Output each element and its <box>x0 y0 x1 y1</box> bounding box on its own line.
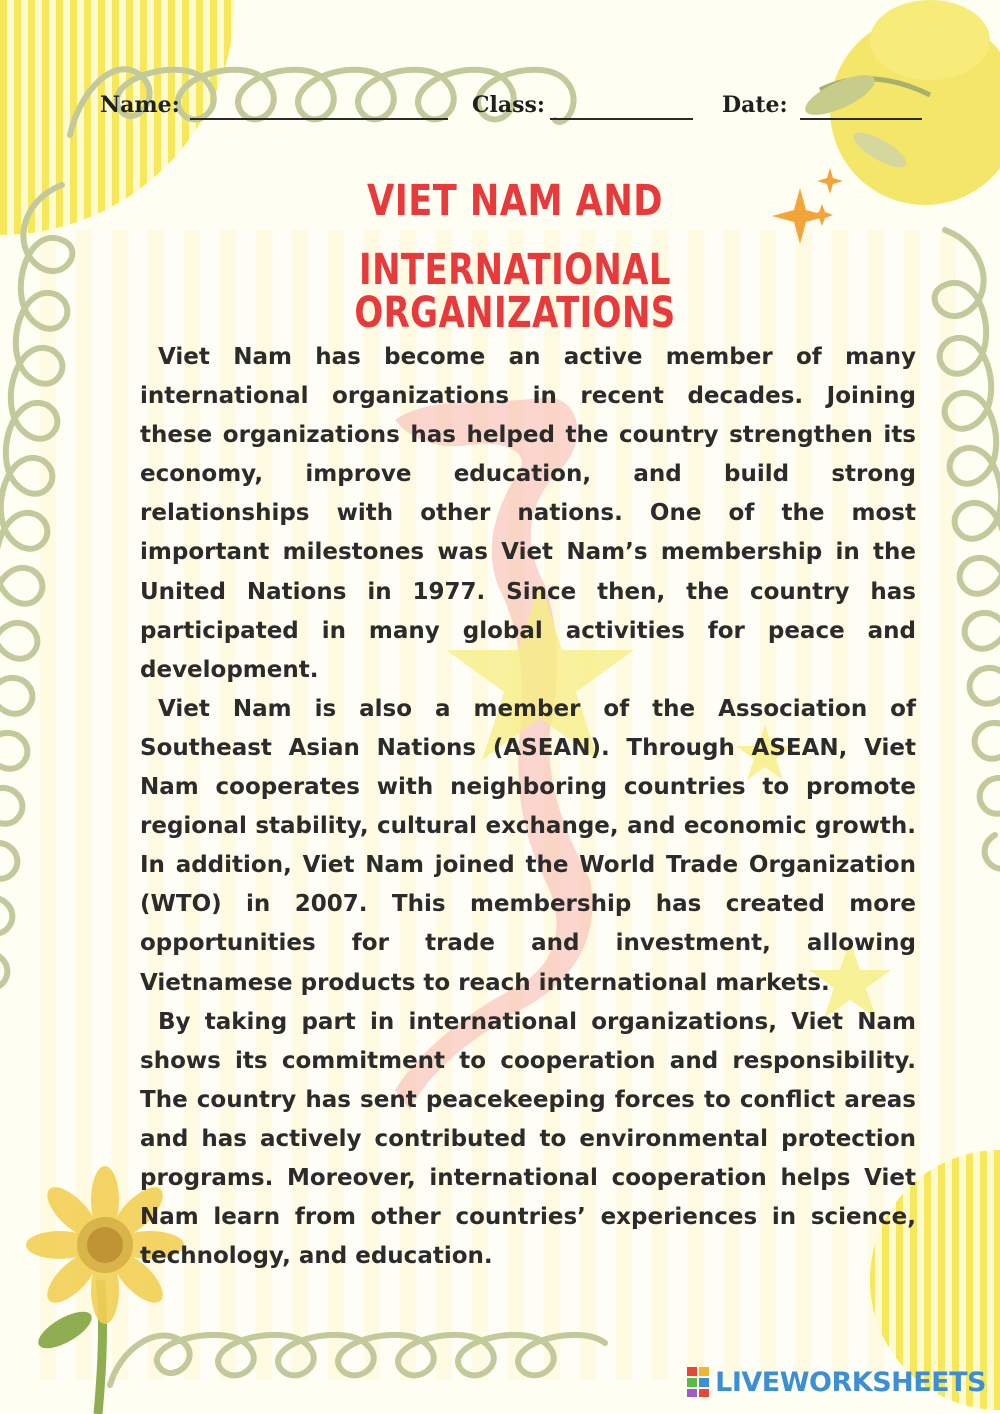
vine-border-left <box>0 185 72 989</box>
date-label: Date: <box>722 92 788 118</box>
liveworksheets-logo-icon <box>687 1367 709 1397</box>
name-label: Name: <box>100 92 180 118</box>
class-label: Class: <box>472 92 546 118</box>
reading-passage <box>140 338 916 1276</box>
brand-text: LIVEWORKSHEETS <box>715 1366 986 1398</box>
class-field-line[interactable] <box>550 118 693 120</box>
liveworksheets-brand[interactable] <box>687 1364 986 1400</box>
page-title-line-2: INTERNATIONAL ORGANIZATIONS <box>354 245 676 338</box>
date-field-line[interactable] <box>800 118 922 120</box>
page-title-line-1: VIET NAM AND <box>367 176 663 226</box>
name-field-line[interactable] <box>190 118 448 120</box>
vine-border-bottom <box>110 1335 605 1385</box>
paragraph: By taking part in international organizations, Viet Nam shows its commitment to cooperation and responsibility. The country has sent peacekeeping forces to conflict areas and has actively contributed to environmental protection programs. Moreover, international cooperation helps Viet Nam learn from other countries’ experiences in science, technology, and education. <box>140 1008 916 1270</box>
vine-border-right <box>935 230 1000 869</box>
paragraph: Viet Nam is also a member of the Association of Southeast Asian Nations (ASEAN). Through ASEAN, Viet Nam cooperates with neighboring countries to promote regional stability, cultural exchange, and economic growth. In addition, Viet Nam joined the World Trade Organization (WTO) in 2007. This membership has created more opportunities for trade and investment, allowing Vietnamese products to reach international markets. <box>140 695 916 996</box>
header-fields <box>100 92 930 122</box>
paragraph: Viet Nam has become an active member of many international organizations in recent decades. Joining these organizations has helped the country strengthen its economy, improve education, and build strong relationships with other nations. One of the most important milestones was Viet Nam’s membership in the United Nations in 1977. Since then, the country has participated in many global activities for peace and development. <box>140 344 916 683</box>
